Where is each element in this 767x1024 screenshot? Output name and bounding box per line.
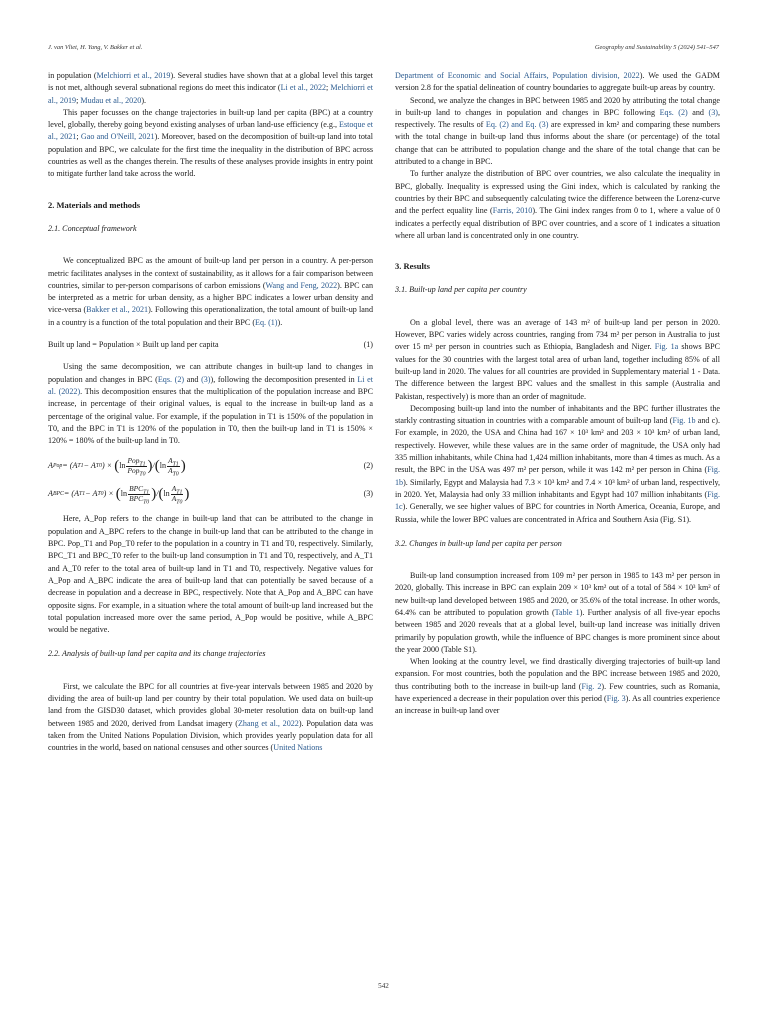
- citation-link[interactable]: Farris, 2010: [492, 206, 533, 216]
- paragraph: When looking at the country level, we find drastically diverging trajectories of built-up land expansion. For most countries, both the population and the BPC increase between 1985 and 2020, thus contributing both to the increase in built-up land (Fig. 2). Few countries, such as Romania, have experienced a decrease in their population over this period (Fig. 3). As all countries experience an increase in built-up land over: [395, 657, 720, 716]
- paragraph: in population (Melchiorri et al., 2019). Several studies have shown that at a global level this target is not met, although several subnational regions do meet this indicator (Li et al., 2022; Melchiorri et al., 2019; Mudau et al., 2020).: [48, 71, 373, 105]
- paragraph: On a global level, there was an average of 143 m² of built-up land per person in 2020. However, BPC varies widely across countries, ranging from 734 m² per person in Australia to just over 15 m² per person in countries such as Ethiopia, Bangladesh and Niger. Fig. 1a shows BPC values for the 30 countries with the largest total area of urban land, together including 85% of all built-up land in 2020. The values for all countries are provided in Supplementary material 1 - Data. The difference between the largest BPC values and the smallest in this sample (Australia and Pakistan, respectively) is more than an order of magnitude.: [395, 317, 720, 401]
- paragraph: This paper focusses on the change trajectories in built-up land per capita (BPC) at a country level, globally, thereby going beyond existing analyses of urban land-use efficiency (e.g., Estoque et al., 2021; Gao and O'Neill, 2021). Moreover, based on the decomposition of built-up land into total population and BPC, we calculate for the first time the inequality in the distribution of BPC across countries as well as the changes therein. The results of these analyses provide insights in entry point to mitigate further land take across the world.: [48, 107, 373, 179]
- equation-link[interactable]: Eq. (2) and Eq. (3): [485, 120, 549, 130]
- paragraph: Built-up land consumption increased from 109 m² per person in 1985 to 143 m² per person in 2020, globally. This increase in BPC can explain 209 × 10³ km² out of a total of 584 × 10³ km² of new built-up land developed between 1985 and 2020, or 35.6% of the total increase. In other words, 64.4% can be attributed to population growth (Table 1). Further analysis of all five-year epochs between 1985 and 2020 reveals that at a global level, built-up land increase was initially driven primarily by population growth, while the influence of BPC changes is more prominent since about the year 2000 (Table S1).: [395, 571, 720, 654]
- equation-link[interactable]: Eq. (1): [255, 317, 278, 327]
- citation-link[interactable]: Bakker et al., 2021: [86, 305, 149, 315]
- citation-link[interactable]: Mudau et al., 2020: [80, 95, 142, 105]
- paragraph: Department of Economic and Social Affairs, Population division, 2022). We used the GADM version 2.8 for the spatial delineation of country boundaries to aggregate built-up areas by country.: [395, 71, 720, 93]
- equation-link[interactable]: (3): [708, 107, 718, 117]
- equation-3-formula: A BPC = (A T1 − A T0 ) × ( ln $\frac{BPC_{T1}}{BPC_{T0}}$ ) / ( ln $\frac{A_{T1}}{A_{T0}}$ ): [48, 484, 190, 506]
- citation-link[interactable]: Gao and O'Neill, 2021: [80, 132, 155, 142]
- running-header-authors: J. van Vliet, H. Yang, V. Bakker et al.: [48, 44, 143, 51]
- equation-2-formula: A Pop = (A T1 − A T0 ) × ( ln $\frac{Pop_{T1}}{Pop_{T0}}$ ) / ( ln $\frac{A_{T1}}{A_{T0}}$ ): [48, 456, 186, 478]
- figure-link[interactable]: Fig. 1b: [395, 465, 720, 487]
- equation-number: (1): [363, 340, 373, 350]
- subsection-heading: 3.1. Built-up land per capita per country: [395, 285, 527, 295]
- equation-2: [48, 456, 373, 478]
- citation-link[interactable]: Melchiorri et al., 2019: [48, 83, 373, 105]
- table-link[interactable]: Table 1: [554, 607, 580, 617]
- page-number: 542: [378, 982, 389, 990]
- equation-1: [48, 339, 373, 351]
- paragraph: We conceptualized BPC as the amount of built-up land per person in a country. A per-person metric facilitates analyses in the context of sustainability, as it allows for a fair comparison between countries, similar to per-person comparisons of carbon emissions (Wang and Feng, 2022). BPC can be interpreted as a metric for urban density, as a higher BPC indicates a lower urban density and vice-versa (Bakker et al., 2021). Following this operationalization, the total amount of built-up land in a country is a function of the total population and their BPC (Eq. (1)).: [48, 256, 373, 327]
- citation-link[interactable]: Estoque et al., 2021: [48, 120, 373, 142]
- paragraph: Decomposing built-up land into the number of inhabitants and the BPC further illustrates the starkly contrasting situation in countries with a comparable amount of built-up land (Fig. 1b and c). For example, in 2020, the USA and China had 167 × 10³ km² and 203 × 10³ km² of urban land, respectively. However, while these values are in the same order of magnitude, the USA only had 335 million inhabitants, while China had 1,424 million inhabitants, more than 4 times as much. As a result, the BPC in the USA was 497 m² per person, while it was 142 m² per person in China (Fig. 1b). Similarly, Egypt and Malaysia had 7.3 × 10³ km² and 7.4 × 10³ km² of urban land, respectively, in 2020. Yet, Malaysia had only 33 million inhabitants and Egypt had 107 million inhabitants (Fig. 1c). Generally, we see higher values of BPC for countries in North America, Oceania, Europe, and Russia, while the lower BPC values are concentrated in Africa and Southern Asia (Fig. S1).: [395, 403, 721, 524]
- equation-link[interactable]: Eqs. (2): [157, 374, 185, 384]
- equation-3: [48, 484, 373, 506]
- citation-link[interactable]: Li et al., 2022: [280, 83, 327, 93]
- right-column: [395, 70, 720, 718]
- citation-link[interactable]: Melchiorri et al., 2019: [96, 71, 171, 80]
- paragraph: Second, we analyze the changes in BPC between 1985 and 2020 by attributing the total change in built-up land to changes in population and changes in BPC following Eqs. (2) and (3), respectively. The results of Eq. (2) and Eq. (3) are expressed in km² and comparing these numbers with the total change in built-up land thus informs about the share (or percentage) of the total change that can be attributed to population change and the share of the total change that can be attributed to a change in BPC.: [395, 95, 720, 167]
- figure-link[interactable]: Fig. 1a: [654, 342, 679, 352]
- section-heading: 3. Results: [395, 261, 430, 272]
- paragraph: Using the same decomposition, we can attribute changes in built-up land to changes in population and changes in BPC (Eqs. (2) and (3)), following the decomposition presented in Li et al. (2022). This decomposition ensures that the multiplication of the population increase and BPC increase, in percentage of their original values, is equal to the increase in built-up land as a percentage of the original value. For example, if the population in T1 is 150% of the population in T0, and the BPC in T1 is 120% of the population in T0, then the built-up land in T1 is 150% × 120% = 180% of the built-up land in T0.: [48, 362, 374, 446]
- equation-link[interactable]: Eqs. (2): [659, 107, 688, 117]
- figure-link[interactable]: Fig. 1c: [395, 489, 720, 512]
- paragraph: Here, A_Pop refers to the change in built-up land that can be attributed to the change in population and A_BPC refers to the change in built-up land that can be attributed to the change in BPC. Pop_T1 and Pop_T0 refer to the population in a country in T1 and T0, respectively. Similarly, BPC_T1 and BPC_T0 refer to the built-up land consumption in T1 and T0, respectively, and A_T1 and A_T0 refer to the total area of built-up land in T1 and T0, respectively. Negative values for A_Pop and A_BPC indicate the area of built-up land that can potentially be saved because of a decrease in population and a decrease in BPC, respectively. Note that A_Pop and A_BPC can have opposite signs. For example, in a situation where the total amount of built-up land increased but the total population increased more over the same period, A_Pop would be positive, while A_BPC would be negative.: [48, 514, 373, 635]
- citation-link[interactable]: Zhang et al., 2022: [237, 718, 299, 728]
- subsection-heading: 2.2. Analysis of built-up land per capita and its change trajectories: [48, 649, 266, 659]
- subsection-heading: 3.2. Changes in built-up land per capita per person: [395, 538, 562, 548]
- citation-link[interactable]: Wang and Feng, 2022: [265, 280, 338, 290]
- citation-link[interactable]: Department of Economic and Social Affairs, Population division, 2022: [395, 71, 640, 80]
- citation-link[interactable]: United Nations: [273, 743, 323, 753]
- figure-link[interactable]: Fig. 1b: [672, 416, 696, 426]
- figure-link[interactable]: Fig. 2: [581, 681, 602, 691]
- citation-link[interactable]: Li et al. (2022): [48, 374, 374, 396]
- figure-link[interactable]: Fig. 3: [606, 694, 626, 704]
- section-heading: 2. Materials and methods: [48, 199, 141, 210]
- paragraph: First, we calculate the BPC for all countries at five-year intervals between 1985 and 2020 by dividing the area of built-up land per country by their total population. We used data on built-up land from the GISD30 dataset, which provides global 30-meter resolution data on built-up land between 1985 and 2020, derived from Landsat imagery (Zhang et al., 2022). Population data was taken from the United Nations Population Division, which provides yearly population data for all countries in the world, based on national censuses and other sources (United Nations: [48, 681, 373, 753]
- subsection-heading: 2.1. Conceptual framework: [48, 223, 137, 233]
- equation-link[interactable]: (3): [201, 374, 211, 384]
- paragraph: To further analyze the distribution of BPC over countries, we also calculate the inequality in BPC, globally. Inequality is expressed using the Gini index, which is calculated by ranking the countries by their BPC and subsequently calculating twice the difference between the Lorenz-curve and the perfect equality line (Farris, 2010). The Gini index ranges from 0 to 1, where a value of 0 indicates a perfectly equal distribution of BPC over countries, and a score of 1 indicates a situation where all urban land is concentrated only in one country.: [395, 169, 720, 240]
- equation-number: (3): [363, 489, 373, 499]
- equation-number: (2): [363, 461, 373, 471]
- left-column: [48, 70, 373, 754]
- running-header-journal: Geography and Sustainability 5 (2024) 541–547: [594, 44, 719, 51]
- equation-1-text: Built up land = Population × Built up land per capita: [48, 340, 219, 350]
